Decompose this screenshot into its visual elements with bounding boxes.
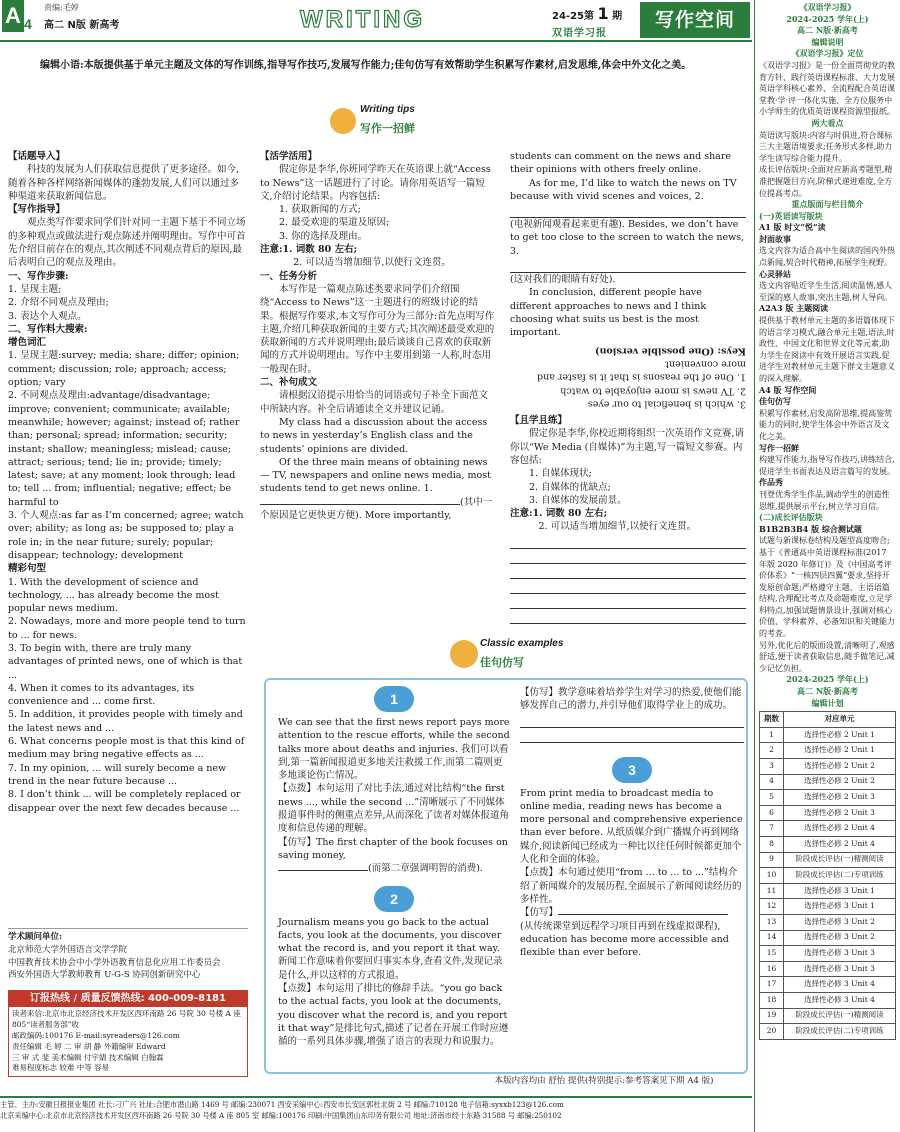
unit-cell: 选择性必修 3 Unit 2	[783, 930, 895, 946]
table-row	[760, 899, 896, 915]
sidebar-text: 成长评估版块:全面对应新高考题型,精准把握题目方向,阶梯式递进难度,全方位提高考点。	[759, 165, 893, 198]
hotline-line: 读者来信:北京市北京经济技术开发区西环南路 26 号院 30 号楼 A 座 805“读者服务部”收	[12, 1009, 241, 1029]
analysis-text: 本写作是一篇观点陈述类要求同学们介绍围绕“Access to News”这一主题进行的班级讨论的结果。根据写作要求,本文写作可分为三部分:首先点明写作主题,介绍几种获取新闻的主要方式;其次阐述最受欢迎的获取新闻的方式并说明理由;最后谈谈自己喜欢的获取新闻的方式并说明理由。写作中主要用到第一人称,时态用一般现在时。	[260, 283, 495, 375]
issue-number-cell: 11	[760, 883, 784, 899]
essay-paragraph: Of the three main means of obtaining news — TV, newspapers and online news media, most students tend to get news online. 1.	[260, 456, 491, 495]
advisor-line: 西安外国语大学教师教育 U-G-S 协同创新研究中心	[8, 970, 201, 981]
table-header: 期数	[760, 712, 784, 728]
unit-cell: 选择性必修 3 Unit 1	[783, 899, 895, 915]
table-row	[760, 992, 896, 1008]
plan-table	[759, 711, 896, 1039]
task-note: 2. 可以适当增加细节,以使行文连贯。	[293, 257, 451, 269]
sidebar-text: 另外,优化后的版面设置,清晰明了,观感舒适,便于读者获取信息,随手做笔记,减少记忆负担。	[759, 640, 895, 673]
sidebar-item-desc: 选文内容贴近学生生活,阅读温情,感人至深的感人故事,突出主题,树人导向。	[759, 281, 893, 302]
table-row	[760, 759, 896, 775]
issue-number-cell: 12	[760, 899, 784, 915]
imitate-blank-3[interactable]	[558, 914, 728, 915]
unit-cell: 选择性必修 2 Unit 1	[783, 743, 895, 759]
sidebar-title: 2024-2025 学年(上)	[786, 13, 869, 24]
sidebar-item-desc: 提供基于教材单元主题的多语篇体现下的语言学习模式,融合单元主题,语法,时政性、中国文化和世界文化等元素,助力学生在阅读中有效开展语言实践,促进学生对教材单元主题下群文主题意义的深入理解。	[759, 316, 895, 383]
example-tip: 【点拨】本句运用了排比的修辞手法。“you go back to the actual facts, you look at the documents, you discover what the record is, and you report it that way”是排比句式,描述了记者在开展工作时应遵循的一系列具体步骤,增强了语言的表现力和说服力。	[278, 983, 509, 1048]
vocab-item: 2. 不同观点及理由:advantage/disadvantage; improve; convenient; communicate; available; meanwhile; however; against; instead of; rather than; personal; spread; information; security; instant; shallow; meaningless; mislead; cause; attract; serious; tend; lie in; provide; timely; latest; save; at any moment; look through; lead to; tell ... from; influential; negative; effect; be harmful to	[8, 390, 240, 508]
sidebar-item-name: A4 版 写作空间	[759, 384, 817, 395]
heading-vocab: 增色词汇	[8, 337, 47, 349]
table-row	[760, 727, 896, 743]
unit-cell: 选择性必修 2 Unit 2	[783, 774, 895, 790]
tips-banner-en: Writing tips	[360, 104, 415, 115]
unit-cell: 阶段成长评估(一)精测阅读	[783, 852, 895, 868]
sidebar-item-desc: 选文内容为适合高中生阅读的国内外热点新闻,契合时代精神,拓展学生视野。	[759, 246, 895, 268]
essay-paragraph: As for me, I’d like to watch the news on TV because with vivid scenes and voices, 2.	[510, 177, 737, 202]
paper-name: 双语学习报	[552, 28, 607, 39]
heading-materials: 二、写作料大搜索:	[8, 323, 88, 335]
table-row	[760, 852, 896, 868]
writing-banner: WRITING	[300, 6, 425, 33]
table-row	[760, 1024, 896, 1040]
task-point: 3. 你的选择及理由。	[279, 230, 368, 242]
issue-number-cell: 3	[760, 759, 784, 775]
example-sentence: From print media to broadcast media to online media, reading news has become a more personal and comprehensive experience than ever before. 从纸质媒介到广播媒介再到网络媒介,阅读新闻已经成为一种比以往任何时候都更加个人化和全面的体验。	[520, 787, 743, 866]
unit-cell: 选择性必修 3 Unit 3	[783, 961, 895, 977]
sidebar-subtitle: (二)成长评估版块	[759, 512, 823, 523]
footer-line: 主管、主办:安徽日报报业集团 社长:刁广兴 社址:合肥市潜山路 1469 号 邮编:230071 西安采编中心:西安市长安区郭杜北街 2 号 邮编:710128 电子信箱:syxxb123@126.com	[0, 1100, 564, 1109]
task-text: 假定你是李华,你校近期将组织一次英语作文竞赛,请你以“We Media (自媒体)”为主题,写一篇短文参赛。内容包括:	[510, 428, 745, 466]
column-1	[8, 150, 246, 815]
task-point: 3. 自媒体的发展前景。	[529, 494, 627, 506]
sidebar-item-desc: 刊登优秀学生作品,调动学生的创造性思维,提供展示平台,树立学习自信。	[759, 489, 890, 511]
unit-cell: 阶段成长评估(一)精测阅读	[783, 1008, 895, 1024]
table-row	[760, 868, 896, 884]
task-point: 1. 自媒体现状;	[529, 468, 592, 480]
example-number: 3	[612, 757, 652, 783]
column-2	[260, 150, 496, 522]
hotline-line: 难易程度标志 较难 中等 容易	[12, 1063, 110, 1073]
pattern-item: 4. When it comes to its advantages, its convenience and ... come first.	[8, 682, 195, 708]
hotline-line: 三 审 式 斐 美术编辑 付宇婧 技术编辑 白翰霖	[12, 1052, 164, 1062]
imitate-blank-1[interactable]	[278, 870, 368, 871]
pattern-item: 6. What concerns people most is that this kind of medium may bring negative effects as ...	[8, 736, 245, 761]
issue-number-cell: 16	[760, 961, 784, 977]
writing-line[interactable]	[510, 537, 746, 549]
editor-credit: 责编:毛婷	[44, 3, 79, 12]
sidebar-item-name: A2A3 版 主题阅读	[759, 303, 829, 314]
issue-number-cell: 18	[760, 992, 784, 1008]
imitate-line[interactable]	[520, 716, 744, 728]
pattern-item: 7. In my opinion, ... will surely become a new trend in the near future because ...	[8, 762, 227, 787]
writing-line[interactable]	[510, 567, 746, 579]
sidebar-item-desc: 积累写作素材,启发高阶思维,提高鉴赏能力的同时,使学生体会中外语言及文化之美。	[759, 408, 893, 441]
sidebar-title: 编辑说明	[811, 36, 844, 47]
imitate-hint: (而第二章强调明智的消费).	[368, 863, 483, 875]
unit-cell: 选择性必修 3 Unit 4	[783, 977, 895, 993]
table-row	[760, 790, 896, 806]
advisor-line: 中国教育技术协会中小学外语教育信息化应用工作委员会	[8, 957, 221, 968]
example-sentence: Journalism means you go back to the actual facts, you look at the documents, you discover what the record is, and you report it that way. 新闻工作意味着你要回归事实本身,查看文件,发现记录是什么,并以这样的方式报道。	[278, 916, 503, 981]
fill-intro: 请根据汉语提示用恰当的词语或句子补全下面范文中所缺内容。补全后请通读全文并建议记诵。	[260, 390, 489, 415]
imitate-hint: (从传统课堂到远程学习项目再到在线虚拟课程), education has become more accessible and flexible than ever before.	[520, 920, 729, 959]
unit-cell: 选择性必修 3 Unit 1	[783, 883, 895, 899]
examples-banner-en: Classic examples	[480, 638, 564, 649]
key-item: 2. TV news is more enjoyable to watch	[560, 384, 746, 396]
hotline-box	[8, 990, 248, 1077]
issue-number-cell: 15	[760, 946, 784, 962]
editor-note: 编辑小语:本版提供基于单元主题及文体的写作训练,指导写作技巧,发展写作能力;佳句仿写有效帮助学生积累写作素材,启发思维,体会中外文化之美。	[40, 60, 692, 71]
answer-blank-1[interactable]	[260, 504, 460, 505]
issue-number-cell: 10	[760, 868, 784, 884]
essay-hint: (其中一个原因是它更快更方便). More importantly,	[260, 496, 493, 522]
heading-topic: 【话题导入】	[8, 151, 66, 162]
issue-number-cell: 9	[760, 852, 784, 868]
unit-cell: 选择性必修 2 Unit 3	[783, 790, 895, 806]
hotline-line: 责任编辑 毛 婷 二 审 胡 静 外籍编审 Edward	[12, 1041, 166, 1051]
example-imitate: 【仿写】The first chapter of the book focuses on saving money,	[278, 836, 508, 861]
sidebar-subtitle: 《双语学习报》定位	[791, 48, 864, 59]
sidebar-item-name: 作品秀	[759, 477, 783, 488]
page-letter: A	[2, 0, 24, 32]
answer-keys	[510, 344, 746, 410]
header-divider	[0, 40, 752, 42]
unit-cell: 选择性必修 3 Unit 4	[783, 992, 895, 1008]
key-item: 1. One of the reasons is that it is faster and more convenient	[537, 358, 746, 383]
issue-number-cell: 19	[760, 1008, 784, 1024]
essay-paragraph: (电视新闻观看起来更有趣). Besides, we don’t have to get too close to the screen to watch the news, 3.	[510, 219, 745, 257]
issue-number-cell: 17	[760, 977, 784, 993]
pattern-item: 1. With the development of science and technology, ... has already become the most popular news medium.	[8, 576, 219, 615]
page-number: 4	[24, 16, 32, 32]
unit-cell: 选择性必修 2 Unit 2	[783, 759, 895, 775]
advisor-line: 北京师范大学外国语言文学学院	[8, 944, 128, 955]
table-row	[760, 930, 896, 946]
heading-learn-practice: 【且学且练】	[510, 415, 568, 427]
vocab-item: 3. 个人观点:as far as I’m concerned; agree; watch over; ability; as long as; be supposed to; play a role in; in the near future; surely; popular; disappear; technology; development	[8, 510, 244, 561]
table-row	[760, 977, 896, 993]
sidebar-subtitle: 重点版面与栏目简介	[791, 199, 864, 210]
table-header: 对应单元	[783, 712, 895, 728]
issue-number-cell: 8	[760, 836, 784, 852]
table-row	[760, 821, 896, 837]
pattern-item: 5. In addition, it provides people with timely and the latest news and ...	[8, 709, 243, 734]
table-row	[760, 774, 896, 790]
writing-line[interactable]	[510, 552, 746, 564]
sidebar-item-name: 封面故事	[759, 233, 791, 244]
heading-fill: 二、补句成文	[260, 377, 318, 389]
essay-paragraph: (这对我们的眼睛有好处).	[510, 274, 616, 286]
hotline-title: 订报热线 / 质量反馈热线: 400-009-8181	[9, 991, 247, 1007]
heading-practice: 【活学活用】	[260, 151, 318, 162]
edition-label: 高二 N版 新高考	[44, 20, 120, 31]
table-row	[760, 743, 896, 759]
bottom-note: 本版内容均由 舒怡 提供(特别提示:参考答案见下期 A4 版)	[494, 1076, 714, 1086]
unit-cell: 选择性必修 2 Unit 4	[783, 821, 895, 837]
sidebar-text: 英语读写版块:内容与时俱进,符合课标三大主题语境要求;任务形式多样,助力学生读写综合能力提升。	[759, 130, 893, 163]
task-point: 2. 最受欢迎的渠道及原因;	[279, 217, 390, 229]
heading-patterns: 精彩句型	[8, 563, 47, 575]
thumbs-up-icon	[330, 108, 356, 134]
issue-number-cell: 14	[760, 930, 784, 946]
heading-steps: 一、写作步骤:	[8, 270, 69, 282]
unit-cell: 阶段成长评估(二)专项训练	[783, 1024, 895, 1040]
table-row	[760, 883, 896, 899]
task-point: 2. 自媒体的优缺点;	[529, 481, 611, 493]
table-row	[760, 1008, 896, 1024]
section-title: 写作空间	[640, 2, 750, 38]
examples-right	[520, 686, 744, 959]
writing-line[interactable]	[510, 612, 746, 624]
examples-banner-cn: 佳句仿写	[480, 656, 524, 669]
table-row	[760, 914, 896, 930]
sidebar-title: 《双语学习报》	[799, 2, 856, 12]
issue-label: 24-25第 1 期	[552, 4, 623, 23]
table-row	[760, 836, 896, 852]
example-sentence: We can see that the first news report pays more attention to the rescue efforts, while the second talks more about deaths and injuries. 我们可以看到,第一篇新闻报道更多地关注救援工作,而第二篇则更多地谈论伤亡情况。	[278, 717, 510, 782]
step-item: 2. 介绍不同观点及理由;	[8, 297, 109, 309]
table-row	[760, 805, 896, 821]
sidebar-item-name: 写作一招鲜	[759, 442, 799, 453]
heading-guide: 【写作指导】	[8, 204, 66, 216]
plan-title: 编辑计划	[811, 697, 844, 708]
example-imitate: 【仿写】	[520, 907, 559, 919]
sidebar-text: 《双语学习报》是一份全面贯彻党的教育方针、践行英语课程标准、大力发展英语学科核心素养、全流程配合英语课堂教·学·评一体化实施、全方位服务中小学师生的优质英语课程资源型报纸。	[759, 60, 895, 117]
essay-paragraph: students can comment on the news and share their opinions with others freely online.	[510, 151, 732, 176]
sidebar-item-desc: 试题与新课标卷结构及题型高度吻合;基于《普通高中英语课程标准(2017 年版 2020 年修订)》及《中国高考评价体系》“一核四层四翼”要求,坚持开发原创命题;严格遵守主题、主语语篇结构,合理配比考点及命题难度,立足学科特点,加强试题情景设计,强调对核心价值、学科素养、必备知识和关键能力的考查。	[759, 536, 895, 639]
examples-left	[278, 686, 510, 1049]
guide-text: 观点类写作要求同学们针对同一主题下基于不同立场的多种观点或做法进行观点陈述并阐明理由。写作中可首先介绍目前存在的观点,其次阐述不同观点背后的原因,最后表明自己的观点及理由。	[8, 217, 246, 269]
pattern-item: 3. To begin with, there are truly many advantages of printed news, one of which is that ...	[8, 642, 243, 681]
vocab-item: 1. 呈现主题:survey; media; share; differ; opinion; comment; discussion; role; approach; access; option; vary	[8, 350, 240, 389]
advisors-title: 学术顾问单位:	[8, 932, 63, 942]
table-row	[760, 946, 896, 962]
table-row	[760, 961, 896, 977]
sidebar-item-desc: 构建写作能力,指导写作技巧,讲练结合,促进学生书面表达及语言篇写的发展。	[759, 455, 895, 476]
task-note: 2. 可以适当增加细节,以使行文连贯。	[538, 521, 697, 533]
issue-number-cell: 1	[760, 727, 784, 743]
unit-cell: 选择性必修 2 Unit 3	[783, 805, 895, 821]
task-point: 1. 获取新闻的方式;	[279, 204, 361, 216]
issue-number-cell: 7	[760, 821, 784, 837]
sidebar-item-name: A1 版 时文“悦”读	[759, 222, 826, 233]
unit-cell: 阶段成长评估(二)专项训练	[783, 868, 895, 884]
pen-hand-icon	[450, 640, 478, 668]
issue-number-cell: 13	[760, 914, 784, 930]
plan-title: 2024-2025 学年(上)	[786, 674, 869, 685]
unit-cell: 选择性必修 2 Unit 1	[783, 727, 895, 743]
answer-blank-3[interactable]	[510, 261, 746, 273]
pattern-item: 8. I don’t think ... will be completely replaced or disappear over the next few decades because ...	[8, 789, 241, 814]
example-number: 1	[374, 686, 414, 712]
task-text: 假定你是李华,你班同学昨天在英语课上就“Access to News”这一话题进行了讨论。请你用英语写一篇短文,介绍讨论结果。内容包括:	[260, 164, 491, 202]
sidebar-title: 高二 N版·新高考	[797, 25, 858, 36]
step-item: 3. 表达个人观点。	[8, 310, 87, 322]
plan-title: 高二 N版·新高考	[797, 686, 858, 697]
example-imitate: 【仿写】教学意味着培养学生对学习的热爱,使他们能够发挥自己的潜力,并引导他们取得学业上的成功。	[520, 687, 742, 712]
tips-banner-cn: 写作一招鲜	[360, 122, 415, 135]
essay-paragraph: In conclusion, different people have different approaches to news and I think choosing what suits us best is the most important.	[510, 287, 707, 339]
sidebar-item-name: 佳句仿写	[759, 396, 791, 407]
sidebar-subtitle: (一)英语读写版块	[759, 210, 823, 221]
issue-number-cell: 6	[760, 805, 784, 821]
issue-number-cell: 2	[760, 743, 784, 759]
footer	[0, 1096, 752, 1122]
writing-line[interactable]	[510, 597, 746, 609]
unit-cell: 选择性必修 3 Unit 2	[783, 914, 895, 930]
example-tip: 【点拨】本句通过使用“from ... to ... to ...”结构介绍了新闻媒介的发展历程,全面展示了新闻阅读经历的多样性。	[520, 867, 742, 905]
pattern-item: 2. Nowadays, more and more people tend to turn to ... for news.	[8, 616, 246, 641]
imitate-line[interactable]	[520, 731, 744, 743]
issue-number-cell: 20	[760, 1024, 784, 1040]
sidebar-subtitle: 两大看点	[811, 117, 844, 128]
hotline-line: 邮政编码:100176 E-mail:syreaders@126.com	[12, 1030, 180, 1040]
column-3	[510, 150, 746, 624]
advisors	[8, 928, 248, 982]
writing-line[interactable]	[510, 582, 746, 594]
heading-analysis: 一、任务分析	[260, 270, 318, 282]
sidebar	[754, 0, 900, 1132]
task-note: 注意:1. 词数 80 左右;	[260, 244, 358, 256]
task-note: 注意:1. 词数 80 左右;	[510, 508, 608, 520]
topic-text: 科技的发展为人们获取信息提供了更多途径。如今,随着各种各样网络新闻媒体的蓬勃发展,人们可以通过多种渠道来获取新闻信息。	[8, 164, 240, 202]
unit-cell: 选择性必修 3 Unit 3	[783, 946, 895, 962]
example-tip: 【点拨】本句运用了对比手法,通过对比结构“the first news ..., while the second ...”清晰展示了不同媒体报道事件时的侧重点差异,从而深化了读者对媒体报道角度和信息传递的理解。	[278, 783, 510, 835]
sidebar-item-name: B1B2B3B4 版 综合测试题	[759, 523, 862, 534]
step-item: 1. 呈现主题;	[8, 283, 62, 295]
key-item: 3. which is beneficial to our eyes	[587, 398, 746, 410]
footer-line: 北京采编中心:北京市北京经济技术开发区西环南路 26 号院 30 号楼 A 座 805 室 邮编:100176 印刷:中国集团山东印务有限公司 地址:济南市经十东路 31588 号 邮编:250102	[0, 1110, 562, 1120]
answer-blank-2[interactable]	[510, 206, 746, 218]
issue-number-cell: 5	[760, 790, 784, 806]
unit-cell: 选择性必修 2 Unit 4	[783, 836, 895, 852]
issue-number-cell: 4	[760, 774, 784, 790]
essay-paragraph: My class had a discussion about the access to news in yesterday’s English class and the students’ opinions are divided.	[260, 416, 488, 455]
example-number: 2	[374, 886, 414, 912]
keys-label: Keys: (One possible version)	[595, 344, 746, 356]
sidebar-item-name: 心灵驿站	[759, 268, 791, 279]
